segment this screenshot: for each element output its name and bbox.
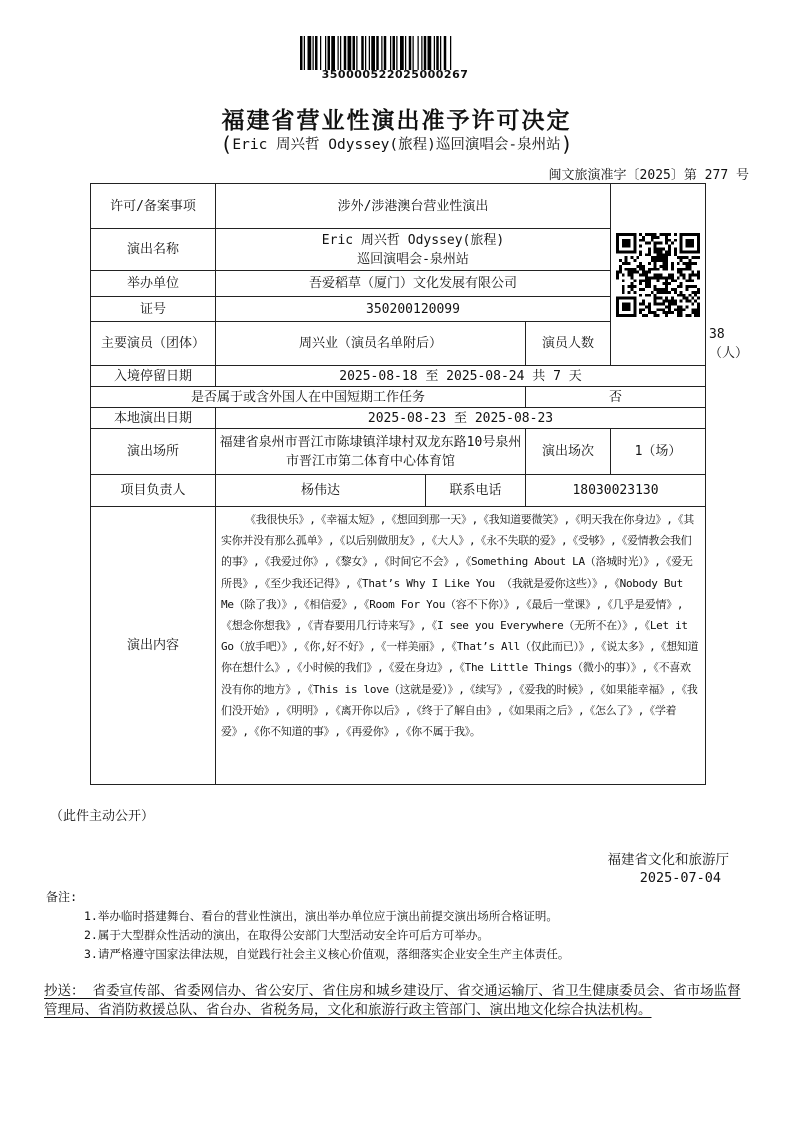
manager-value: 杨伟达 — [216, 475, 426, 507]
phone-label: 联系电话 — [426, 475, 526, 507]
notes-label: 备注: — [46, 890, 78, 904]
sessions-label: 演出场次 — [526, 429, 611, 475]
show-name-label: 演出名称 — [91, 229, 216, 271]
barcode — [300, 36, 490, 70]
content-label: 演出内容 — [91, 507, 216, 785]
permit-type-label: 许可/备案事项 — [91, 184, 216, 229]
show-name-line1: Eric 周兴哲 Odyssey(旅程) — [321, 232, 505, 248]
show-name-value — [216, 229, 611, 271]
show-name-line2: 巡回演唱会-泉州站 — [357, 251, 469, 267]
issue-date: 2025-07-04 — [639, 870, 721, 886]
barcode-number: 350000522025000267 — [321, 68, 469, 81]
local-dates-value: 2025-08-23 至 2025-08-23 — [216, 408, 706, 429]
document-subtitle — [0, 132, 793, 156]
stay-period-value: 2025-08-18 至 2025-08-24 共 7 天 — [216, 366, 706, 387]
permit-table: 许可/备案事项 涉外/涉港澳台营业性演出 演出名称 Eric 周兴哲 Odyssey(旅程) 巡回演唱会-泉州站 举办单位 吾爱稻草（厦门）文化发展有限公司 证号 350200120099 主要演员（团体） 周兴业（演员名单附后） 演员人数 38（人） 入境停留日期 2025-08-18 至 2025-08-24 共 7 天 是否属于或含外国人在中国短期工作任务 否 本地演出日期 2025-08-23 至 2025-08-23 演出场所 福建省泉州市晋江市陈埭镇洋埭村双龙东路10号泉州市晋江市第二体育中心体育馆 演出场次 1（场） 项目负责人 杨伟达 联系电话 18030023130 演出内容 《我很快乐》,《幸福太短》,《想回到那一天》,《我知道要微笑》,《明天我在你身边》,《其实你并没有那么孤单》,《以后别做朋友》,《大人》,《永不失联的爱》,《受够》,《爱情教会我们的事》,《我爱过你》,《黎女》,《时间它不会》,《Something About LA（洛城时光）》,《爱无所畏》,《至少我还记得》,《That’s Why I Like You （我就是爱你这些）》,《Nobody But Me（除了我）》,《相信爱》,《Room For You（容不下你）》,《最后一堂课》,《几乎是爱情》,《想念你想我》,《青春要用几行诗来写》,《I see you Everywhere（无所不在）》,《Let it Go（放手吧）》,《你,好不好》,《一样美丽》,《That’s All（仅此而已）》,《说太多》,《想知道你在想什么》,《小时候的我们》,《爱在身边》,《The Little Things（微小的事）》,《不喜欢没有你的地方》,《This is love（这就是爱）》,《续写》,《爱我的时候》,《如果能幸福》,《我们没开始》,《明明》,《离开你以后》,《终于了解自由》,《如果雨之后》,《怎么了》,《学着爱》,《你不知道的事》,《再爱你》,《你不属于我》。 — [90, 183, 706, 785]
short-term-work-value: 否 — [526, 387, 706, 408]
sessions-value: 1（场） — [611, 429, 706, 475]
qr-code-cell — [611, 184, 706, 366]
document-number: 闽文旅演准字〔2025〕第 277 号 — [548, 168, 749, 183]
phone-value: 18030023130 — [526, 475, 706, 507]
short-term-work-label: 是否属于或含外国人在中国短期工作任务 — [91, 387, 526, 408]
public-disclosure-note: （此件主动公开） — [50, 809, 155, 824]
note-item-3: 3.请严格遵守国家法律法规，自觉践行社会主义核心价值观，落细落实企业安全生产主体责任。 — [84, 947, 570, 961]
subtitle-open-paren: ( — [220, 132, 233, 156]
organizer-value: 吾爱稻草（厦门）文化发展有限公司 — [216, 271, 611, 297]
document-title: 福建省营业性演出准予许可决定 — [221, 108, 572, 134]
venue-label: 演出场所 — [91, 429, 216, 475]
stay-period-label: 入境停留日期 — [91, 366, 216, 387]
copy-to: 抄送： 省委宣传部、省委网信办、省公安厅、省住房和城乡建设厅、省交通运输厅、省卫生健康委员会、省市场监督管理局、省消防救援总队、省台办、省税务局，文化和旅游行政主管部门、演出地文化综合执法机构。 — [44, 983, 741, 1018]
performer-count-label: 演员人数 — [526, 322, 611, 366]
issuer-name: 福建省文化和旅游厅 — [607, 852, 729, 868]
content-value — [216, 507, 706, 785]
note-item-1: 1.举办临时搭建舞台、看台的营业性演出，演出举办单位应于演出前提交演出场所合格证明。 — [84, 909, 558, 923]
performers-value: 周兴业（演员名单附后） — [216, 322, 526, 366]
note-item-2: 2.属于大型群众性活动的演出，在取得公安部门大型活动安全许可后方可举办。 — [84, 928, 489, 942]
subtitle-close-paren: ) — [560, 132, 573, 156]
content-text: 《我很快乐》,《幸福太短》,《想回到那一天》,《我知道要微笑》,《明天我在你身边》,《其实你并没有那么孤单》,《以后别做朋友》,《大人》,《永不失联的爱》,《受够》,《爱情教会我们的事》,《我爱过你》,《黎女》,《时间它不会》,《Something About LA（洛城时光）》,《爱无所畏》,《至少我还记得》,《That’s Why I Like You （我就是爱你这些）》,《Nobody But Me（除了我）》,《相信爱》,《Room For You（容不下你）》,《最后一堂课》,《几乎是爱情》,《想念你想我》,《青春要用几行诗来写》,《I see you Everywhere（无所不在）》,《Let it Go（放手吧）》,《你,好不好》,《一样美丽》,《That’s All（仅此而已）》,《说太多》,《想知道你在想什么》,《小时候的我们》,《爱在身边》,《The Little Things（微小的事）》,《不喜欢没有你的地方》,《This is love（这就是爱）》,《续写》,《爱我的时候》,《如果能幸福》,《我们没开始》,《明明》,《离开你以后》,《终于了解自由》,《如果雨之后》,《怎么了》,《学着爱》,《你不知道的事》,《再爱你》,《你不属于我》。 — [221, 513, 699, 739]
performers-label: 主要演员（团体） — [91, 322, 216, 366]
local-dates-label: 本地演出日期 — [91, 408, 216, 429]
qr-code-icon — [616, 233, 700, 317]
subtitle-text: Eric 周兴哲 Odyssey(旅程)巡回演唱会-泉州站 — [232, 137, 561, 153]
organizer-label: 举办单位 — [91, 271, 216, 297]
venue-value: 福建省泉州市晋江市陈埭镇洋埭村双龙东路10号泉州市晋江市第二体育中心体育馆 — [216, 429, 526, 475]
manager-label: 项目负责人 — [91, 475, 216, 507]
license-number-label: 证号 — [91, 297, 216, 322]
permit-type-value: 涉外/涉港澳台营业性演出 — [216, 184, 611, 229]
license-number-value: 350200120099 — [216, 297, 611, 322]
